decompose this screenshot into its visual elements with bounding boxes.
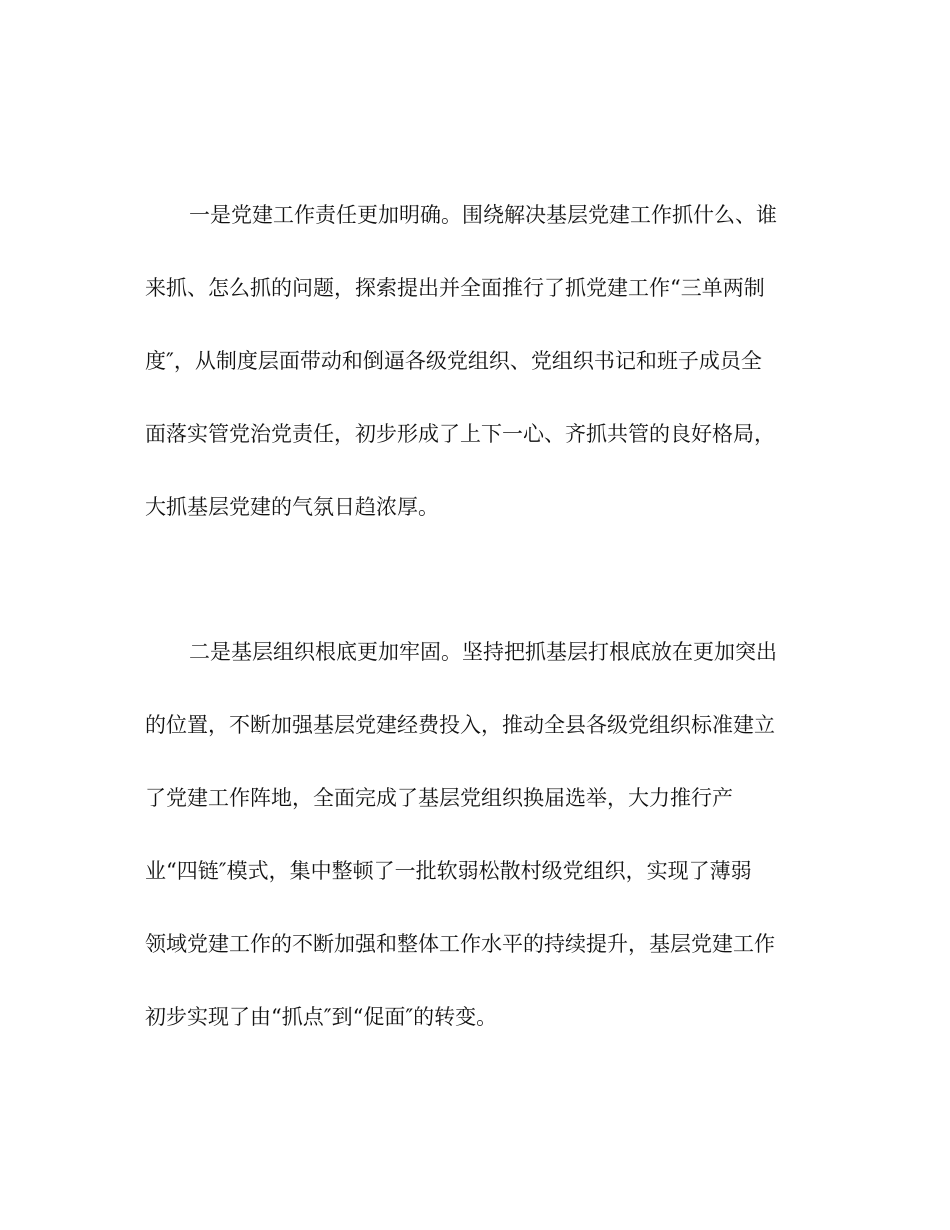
paragraph-1-line-5: 大抓基层党建的气氛日趋浓厚。 [145, 495, 439, 519]
paragraph-1-line-4: 面落实管党治党责任，初步形成了上下一心、齐抓共管的良好格局， [145, 422, 775, 446]
paragraph-2-line-2: 的位置，不断加强基层党建经费投入，推动全县各级党组织标准建立 [145, 713, 775, 737]
paragraph-1-line-2: 来抓、怎么抓的问题，探索提出并全面推行了抓党建工作“三单两制 [145, 276, 765, 300]
paragraph-2-line-5: 领域党建工作的不断加强和整体工作水平的持续提升，基层党建工作 [145, 932, 775, 956]
paragraph-1-line-3: 度″，从制度层面带动和倒逼各级党组织、党组织书记和班子成员全 [145, 349, 762, 373]
paragraph-2-line-6: 初步实现了由“抓点″到“促面″的转变。 [145, 1005, 498, 1029]
paragraph-2-line-1: 二是基层组织根底更加牢固。坚持把抓基层打根底放在更加突出 [189, 640, 777, 664]
paragraph-2-line-3: 了党建工作阵地，全面完成了基层党组织换届选举，大力推行产 [145, 786, 733, 810]
paragraph-1-line-1: 一是党建工作责任更加明确。围绕解决基层党建工作抓什么、谁 [189, 203, 777, 227]
paragraph-2-line-4: 业“四链″模式，集中整顿了一批软弱松散村级党组织，实现了薄弱 [145, 859, 752, 883]
